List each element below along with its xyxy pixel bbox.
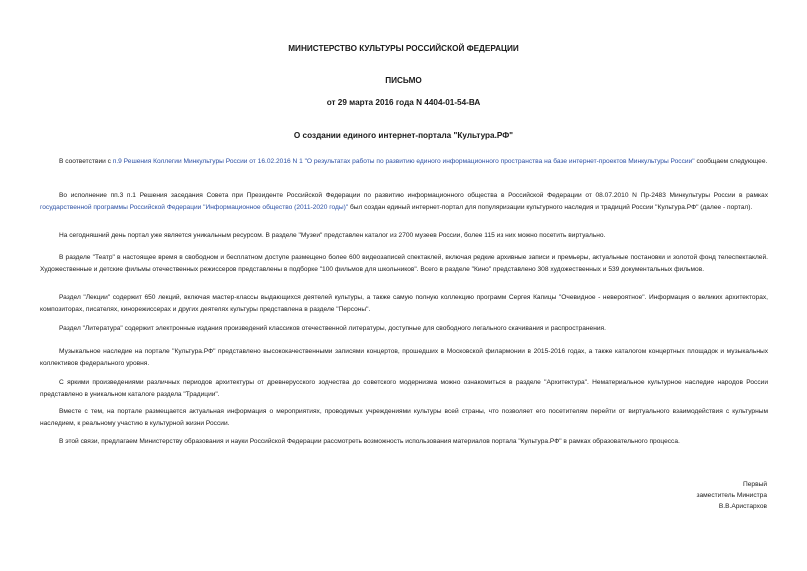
paragraph-10: В этой связи, предлагаем Министерству образования и науки Российской Федерации рассмотреть возможность использования материалов портала "Культура.РФ" в рамках образовательного процесса. bbox=[59, 438, 680, 445]
state-program-link[interactable]: государственной программы Российской Федерации "Информационное общество (2011-2020 годы)" bbox=[40, 203, 349, 211]
signature-position-line1: Первый bbox=[743, 481, 767, 488]
paragraph-6: Раздел "Литература" содержит электронные издания произведений классиков отечественной литературы, доступные для свободного легального скачивания и распространения. bbox=[59, 325, 606, 332]
paragraph-8: С яркими произведениями различных периодов архитектуры от древнерусского зодчества до советского модернизма можно ознакомиться в разделе "Архитектура". Нематериальное культурное наследие народов России представлено в уникальном каталоге раздела "Традиции". bbox=[40, 379, 768, 398]
paragraph-1 bbox=[40, 156, 768, 168]
paragraph-2-text-post: был создан единый интернет-портал для популяризации культурного наследия и традиций России "Культура.РФ" (далее - портал). bbox=[348, 203, 753, 211]
paragraph-2 bbox=[40, 190, 768, 213]
ministry-heading: МИНИСТЕРСТВО КУЛЬТУРЫ РОССИЙСКОЙ ФЕДЕРАЦИИ bbox=[288, 44, 519, 53]
legal-reference-link[interactable]: п.9 Решения Коллегии Минкультуры России от 16.02.2016 N 1 "О результатах работы по развитию единого информационного пространства на базе интернет-проектов Минкультуры России" bbox=[112, 158, 695, 165]
paragraph-3: На сегодняшний день портал уже является уникальным ресурсом. В разделе "Музеи" представлен каталог из 2700 музеев России, более 115 из них можно посетить виртуально. bbox=[59, 232, 606, 239]
paragraph-4: В разделе "Театр" в настоящее время в свободном и бесплатном доступе размещено более 600 видеозаписей спектаклей, включая редкие архивные записи и премьеры, актуальные постановки и золотой фонд телеспектаклей. Художественные и детские фильмы отечественных режиссеров представлены в подборке "100 фильмов для школьников". Всего в разделе "Кино" представлено 308 художественных и 539 документальных фильмов. bbox=[40, 254, 768, 273]
paragraph-2-text-pre: Во исполнение пп.3 п.1 Решения заседания Совета при Президенте Российской Федерации по развитию информационного общества в Российской Федерации от 08.07.2010 N Пр-2483 Минкультуры России в рамках bbox=[59, 192, 768, 199]
paragraph-1-text-pre: В соответствии с bbox=[59, 158, 113, 165]
document-type: ПИСЬМО bbox=[385, 76, 422, 85]
signatory-name: В.В.Аристархов bbox=[718, 503, 767, 510]
paragraph-1-text-post: сообщаем следующее. bbox=[694, 158, 768, 165]
document-date-number: от 29 марта 2016 года N 4404-01-54-ВА bbox=[326, 98, 481, 107]
paragraph-7: Музыкальное наследие на портале "Культура.РФ" представлено высококачественными записями концертов, прошедших в Московской филармонии в 2015-2016 годах, а также каталогом концертных площадок и музыкальных коллективов федерального уровня. bbox=[40, 348, 768, 367]
document-subject: О создании единого интернет-портала "Культура.РФ" bbox=[293, 131, 514, 140]
paragraph-9: Вместе с тем, на портале размещается актуальная информация о мероприятиях, проводимых учреждениями культуры всей страны, что позволяет его посетителям перейти от виртуального взаимодействия с культурным наследием, к реальному участию в культурной жизни России. bbox=[40, 408, 768, 427]
paragraph-5: Раздел "Лекции" содержит 650 лекций, включая мастер-классы выдающихся деятелей культуры, а также самую полную коллекцию программ Сергея Капицы "Очевидное - невероятное". Информация о великих архитекторах, композиторах, писателях, кинорежиссерах и других деятелях культуры представлена в разделе "Персоны". bbox=[40, 294, 768, 313]
signature-position-line2: заместитель Министра bbox=[696, 492, 767, 499]
